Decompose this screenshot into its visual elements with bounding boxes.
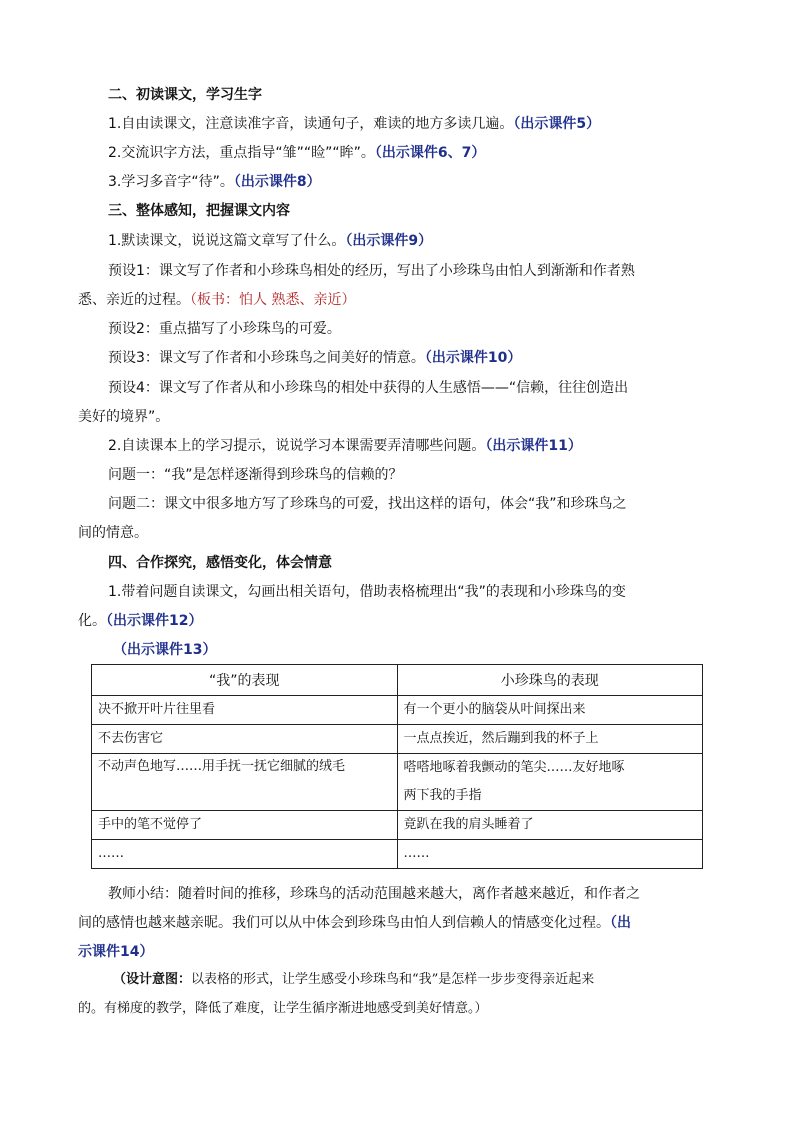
section-2-title: 二、初读课文，学习生字 — [108, 87, 262, 103]
table-cell: 手中的笔不觉停了 — [92, 811, 398, 840]
para-2-3 — [108, 172, 321, 192]
table-row — [92, 811, 703, 840]
table-row — [92, 725, 703, 754]
design-intent-label: （设计意图： — [113, 972, 192, 987]
behavior-table — [91, 664, 703, 869]
preset-1-line2-text: 悉、亲近的过程。 — [78, 292, 190, 308]
table-cell: 有一个更小的脑袋从叶间探出来 — [397, 696, 703, 725]
table-cell: 嗒嗒地啄着我颤动的笔尖……友好地啄 — [397, 754, 703, 783]
summary-line2 — [78, 913, 631, 933]
table-cell: 竟趴在我的肩头睡着了 — [397, 811, 703, 840]
preset-4-line2: 美好的境界”。 — [78, 409, 170, 425]
design-intent-text: 以表格的形式，让学生感受小珍珠鸟和“我”是怎样一步步变得亲近起来 — [191, 972, 595, 987]
courseware-tag-13: （出示课件13） — [113, 642, 217, 658]
courseware-tag-5: （出示课件5） — [513, 116, 601, 132]
table-row — [92, 840, 703, 869]
question-1: 问题一：“我”是怎样逐渐得到珍珠鸟的信赖的？ — [108, 467, 403, 483]
question-2-line2: 间的情意。 — [78, 525, 148, 541]
courseware-tag-6-7: （出示课件6、7） — [374, 145, 486, 161]
summary-line1: 教师小结：随着时间的推移，珍珠鸟的活动范围越来越大，离作者越来越近，和作者之 — [108, 886, 640, 902]
header-me: “我”的表现 — [92, 665, 398, 696]
courseware-tag-11: （出示课件11） — [485, 438, 582, 454]
table-header-row — [92, 665, 703, 696]
para-3-1-text: 1.默读课文，说说这篇文章写了什么。 — [108, 233, 346, 249]
table-cell: 决不掀开叶片往里看 — [92, 696, 398, 725]
para-3-2 — [108, 436, 582, 456]
preset-3 — [108, 348, 521, 368]
design-intent-line2: 的。有梯度的教学，降低了难度，让学生循序渐进地感受到美好情意。） — [78, 1001, 488, 1016]
design-intent-line1 — [113, 970, 594, 990]
section-3-title: 三、整体感知，把握课文内容 — [108, 203, 290, 219]
preset-1-line2 — [78, 290, 355, 310]
table-cell: 不动声色地写……用手抚一抚它细腻的绒毛 — [92, 754, 398, 811]
para-4-1-line1: 1.带着问题自读课文，勾画出相关语句，借助表格梳理出“我”的表现和小珍珠鸟的变 — [108, 584, 626, 600]
table-cell: 不去伤害它 — [92, 725, 398, 754]
courseware-tag-9: （出示课件9） — [345, 233, 433, 249]
courseware-tag-14-part1: （出 — [610, 915, 631, 931]
table-row — [92, 754, 703, 783]
summary-line2-text: 间的感情也越来越亲昵。我们可以从中体会到珍珠鸟由怕人到信赖人的情感变化过程。 — [78, 915, 610, 931]
board-note: （板书：怕人 熟悉、亲近） — [190, 292, 356, 308]
courseware-tag-14-part2: 示课件14） — [78, 944, 154, 960]
para-4-1-line2 — [78, 611, 202, 631]
table-cell: …… — [397, 840, 703, 869]
para-2-3-text: 3.学习多音字“待”。 — [108, 174, 234, 190]
section-4-title: 四、合作探究，感悟变化，体会情意 — [108, 555, 332, 571]
table-cell: 一点点挨近，然后蹦到我的杯子上 — [397, 725, 703, 754]
preset-2: 预设2：重点描写了小珍珠鸟的可爱。 — [108, 321, 341, 337]
preset-1-line1: 预设1：课文写了作者和小珍珠鸟相处的经历，写出了小珍珠鸟由怕人到渐渐和作者熟 — [108, 263, 635, 279]
courseware-tag-10: （出示课件10） — [424, 350, 522, 366]
table-row — [92, 696, 703, 725]
header-bird: 小珍珠鸟的表现 — [397, 665, 703, 696]
para-2-2-text: 2.交流识字方法，重点指导“雏”“睑”“眸”。 — [108, 145, 375, 161]
para-2-1-text: 1.自由读课文，注意读准字音，读通句子，难读的地方多读几遍。 — [108, 116, 514, 132]
question-2-line1: 问题二：课文中很多地方写了珍珠鸟的可爱，找出这样的语句，体会“我”和珍珠鸟之 — [108, 496, 627, 512]
para-4-1-line2-text: 化。 — [78, 613, 106, 629]
para-3-2-text: 2.自读课本上的学习提示，说说学习本课需要弄清哪些问题。 — [108, 438, 486, 454]
preset-4-line1: 预设4：课文写了作者从和小珍珠鸟的相处中获得的人生感悟——“信赖，往往创造出 — [108, 380, 629, 396]
preset-3-text: 预设3：课文写了作者和小珍珠鸟之间美好的情意。 — [108, 350, 425, 366]
courseware-tag-12: （出示课件12） — [106, 613, 203, 629]
para-2-1 — [108, 114, 600, 134]
table-cell: …… — [92, 840, 398, 869]
para-3-1 — [108, 231, 432, 251]
para-2-2 — [108, 143, 485, 163]
courseware-tag-8: （出示课件8） — [233, 174, 321, 190]
table-cell: 两下我的手指 — [397, 782, 703, 811]
